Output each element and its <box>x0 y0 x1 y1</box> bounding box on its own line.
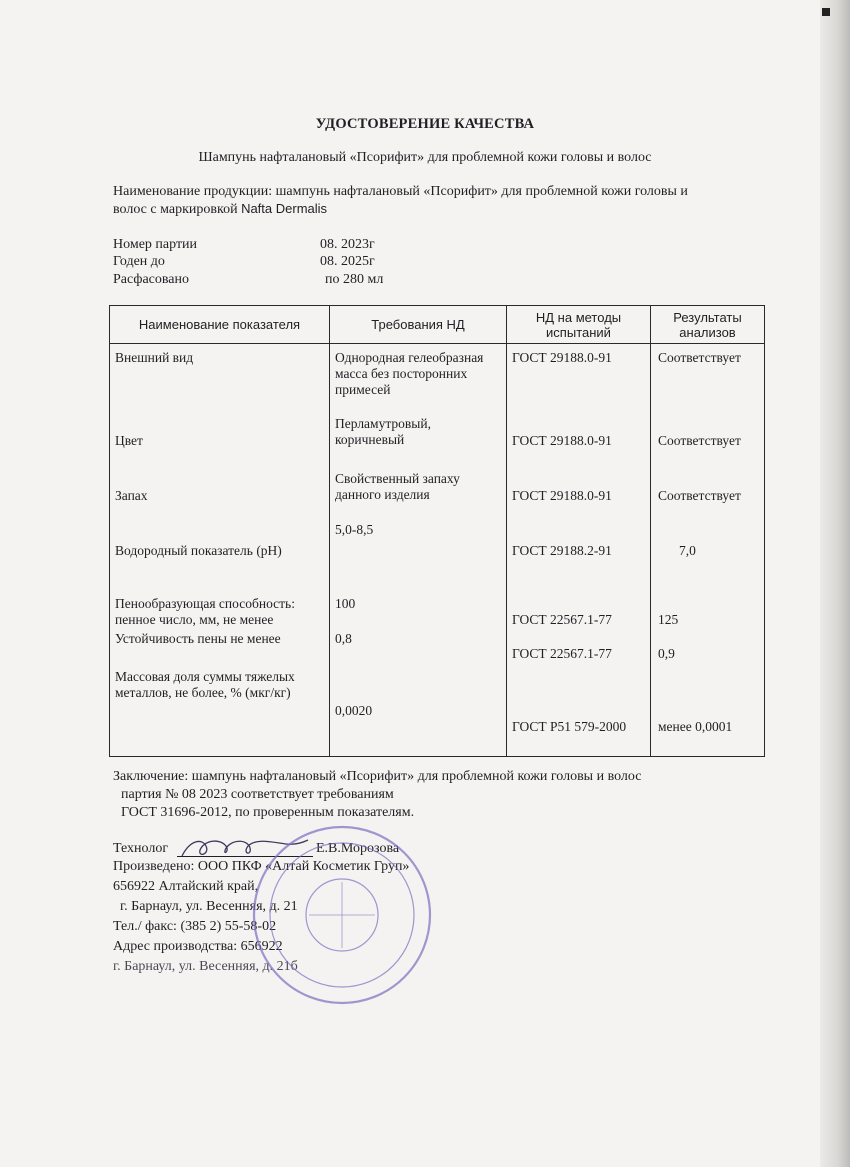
technologist-name: Е.В.Морозова <box>316 841 400 856</box>
row-req-appearance: Однородная гелеобразная масса без посторонних примесей <box>335 350 484 397</box>
row-method-heavy-metals: ГОСТ Р51 579-2000 <box>512 719 627 734</box>
row-req-color: Перламутровый, коричневый <box>335 416 431 447</box>
product-brand: Nafta Dermalis <box>241 201 328 216</box>
conclusion-line3: ГОСТ 31696-2012, по проверенным показателям. <box>121 805 415 820</box>
row-result-ph: 7,0 <box>679 543 696 558</box>
row-result-foam-stability: 0,9 <box>658 646 675 661</box>
header-test-methods <box>507 306 651 344</box>
product-name-line2 <box>113 201 327 218</box>
row-name-foaming: Пенообразующая способность: пенное число, мм, не менее <box>115 596 295 627</box>
product-name-line1: Наименование продукции: шампунь нафталановый «Псорифит» для проблемной кожи головы и <box>113 184 688 199</box>
row-name-ph: Водородный показатель (рН) <box>115 543 282 558</box>
indicators-table <box>109 305 765 757</box>
phone: Тел./ факс: (385 2) 55-58-02 <box>113 919 277 934</box>
packed-value: по 280 мл <box>325 272 384 287</box>
header-requirements: Требования НД <box>330 306 507 344</box>
row-result-appearance: Соответствует <box>658 350 741 365</box>
expiry-label: Годен до <box>113 254 165 269</box>
expiry-value: 08. 2025г <box>320 254 375 269</box>
producer: Произведено: ООО ПКФ «Алтай Косметик Груп» <box>113 859 410 874</box>
scan-corner-mark <box>822 8 830 16</box>
row-result-heavy-metals: менее 0,0001 <box>658 719 733 734</box>
column-requirements <box>330 344 507 757</box>
document-title: УДОСТОВЕРЕНИЕ КАЧЕСТВА <box>315 116 535 132</box>
table-header-row <box>110 306 765 344</box>
row-req-foaming: 100 <box>335 596 356 611</box>
row-method-foam-stability: ГОСТ 22567.1-77 <box>512 646 612 661</box>
address-line1: 656922 Алтайский край, <box>113 879 259 894</box>
row-name-appearance: Внешний вид <box>115 350 194 365</box>
batch-value: 08. 2023г <box>320 237 375 252</box>
product-name-line2-text: волос с маркировкой <box>113 202 242 217</box>
row-method-foaming: ГОСТ 22567.1-77 <box>512 612 612 627</box>
conclusion-line2: партия № 08 2023 соответствует требованиям <box>121 787 394 802</box>
row-method-ph: ГОСТ 29188.2-91 <box>512 543 612 558</box>
batch-label: Номер партии <box>113 237 198 252</box>
column-test-methods <box>507 344 651 757</box>
row-req-ph: 5,0-8,5 <box>335 522 374 537</box>
row-method-color: ГОСТ 29188.0-91 <box>512 433 612 448</box>
row-method-appearance: ГОСТ 29188.0-91 <box>512 350 612 365</box>
scan-page-edge <box>820 0 850 1167</box>
row-name-odor: Запах <box>115 488 148 503</box>
production-address-line2: г. Барнаул, ул. Весенняя, д. 21б <box>113 959 298 974</box>
column-results <box>651 344 765 757</box>
row-method-odor: ГОСТ 29188.0-91 <box>512 488 612 503</box>
row-name-color: Цвет <box>115 433 143 448</box>
header-results <box>651 306 765 344</box>
address-line2: г. Барнаул, ул. Весенняя, д. 21 <box>120 899 298 914</box>
table-body-row <box>110 344 765 757</box>
row-req-heavy-metals: 0,0020 <box>335 703 373 718</box>
row-req-odor: Свойственный запаху данного изделия <box>335 471 460 502</box>
header-indicator-name: Наименование показателя <box>110 306 330 344</box>
row-name-heavy-metals: Массовая доля суммы тяжелых металлов, не более, % (мкг/кг) <box>115 669 295 700</box>
header-test-methods-text: НД на методы испытаний <box>535 309 622 340</box>
production-address-line1: Адрес производства: 656922 <box>113 939 283 954</box>
row-result-foaming: 125 <box>658 612 679 627</box>
column-indicator-name <box>110 344 330 757</box>
signature-line <box>177 856 313 857</box>
row-result-color: Соответствует <box>658 433 741 448</box>
row-name-foam-stability: Устойчивость пены не менее <box>115 631 281 646</box>
row-result-odor: Соответствует <box>658 488 741 503</box>
technologist-label: Технолог <box>113 841 169 856</box>
header-results-text: Результаты анализов <box>673 309 742 340</box>
packed-label: Расфасовано <box>113 272 190 287</box>
row-req-foam-stability: 0,8 <box>335 631 352 646</box>
document-subtitle: Шампунь нафталановый «Псорифит» для проблемной кожи головы и волос <box>198 150 652 165</box>
conclusion-line1: Заключение: шампунь нафталановый «Псорифит» для проблемной кожи головы и волос <box>113 769 642 784</box>
